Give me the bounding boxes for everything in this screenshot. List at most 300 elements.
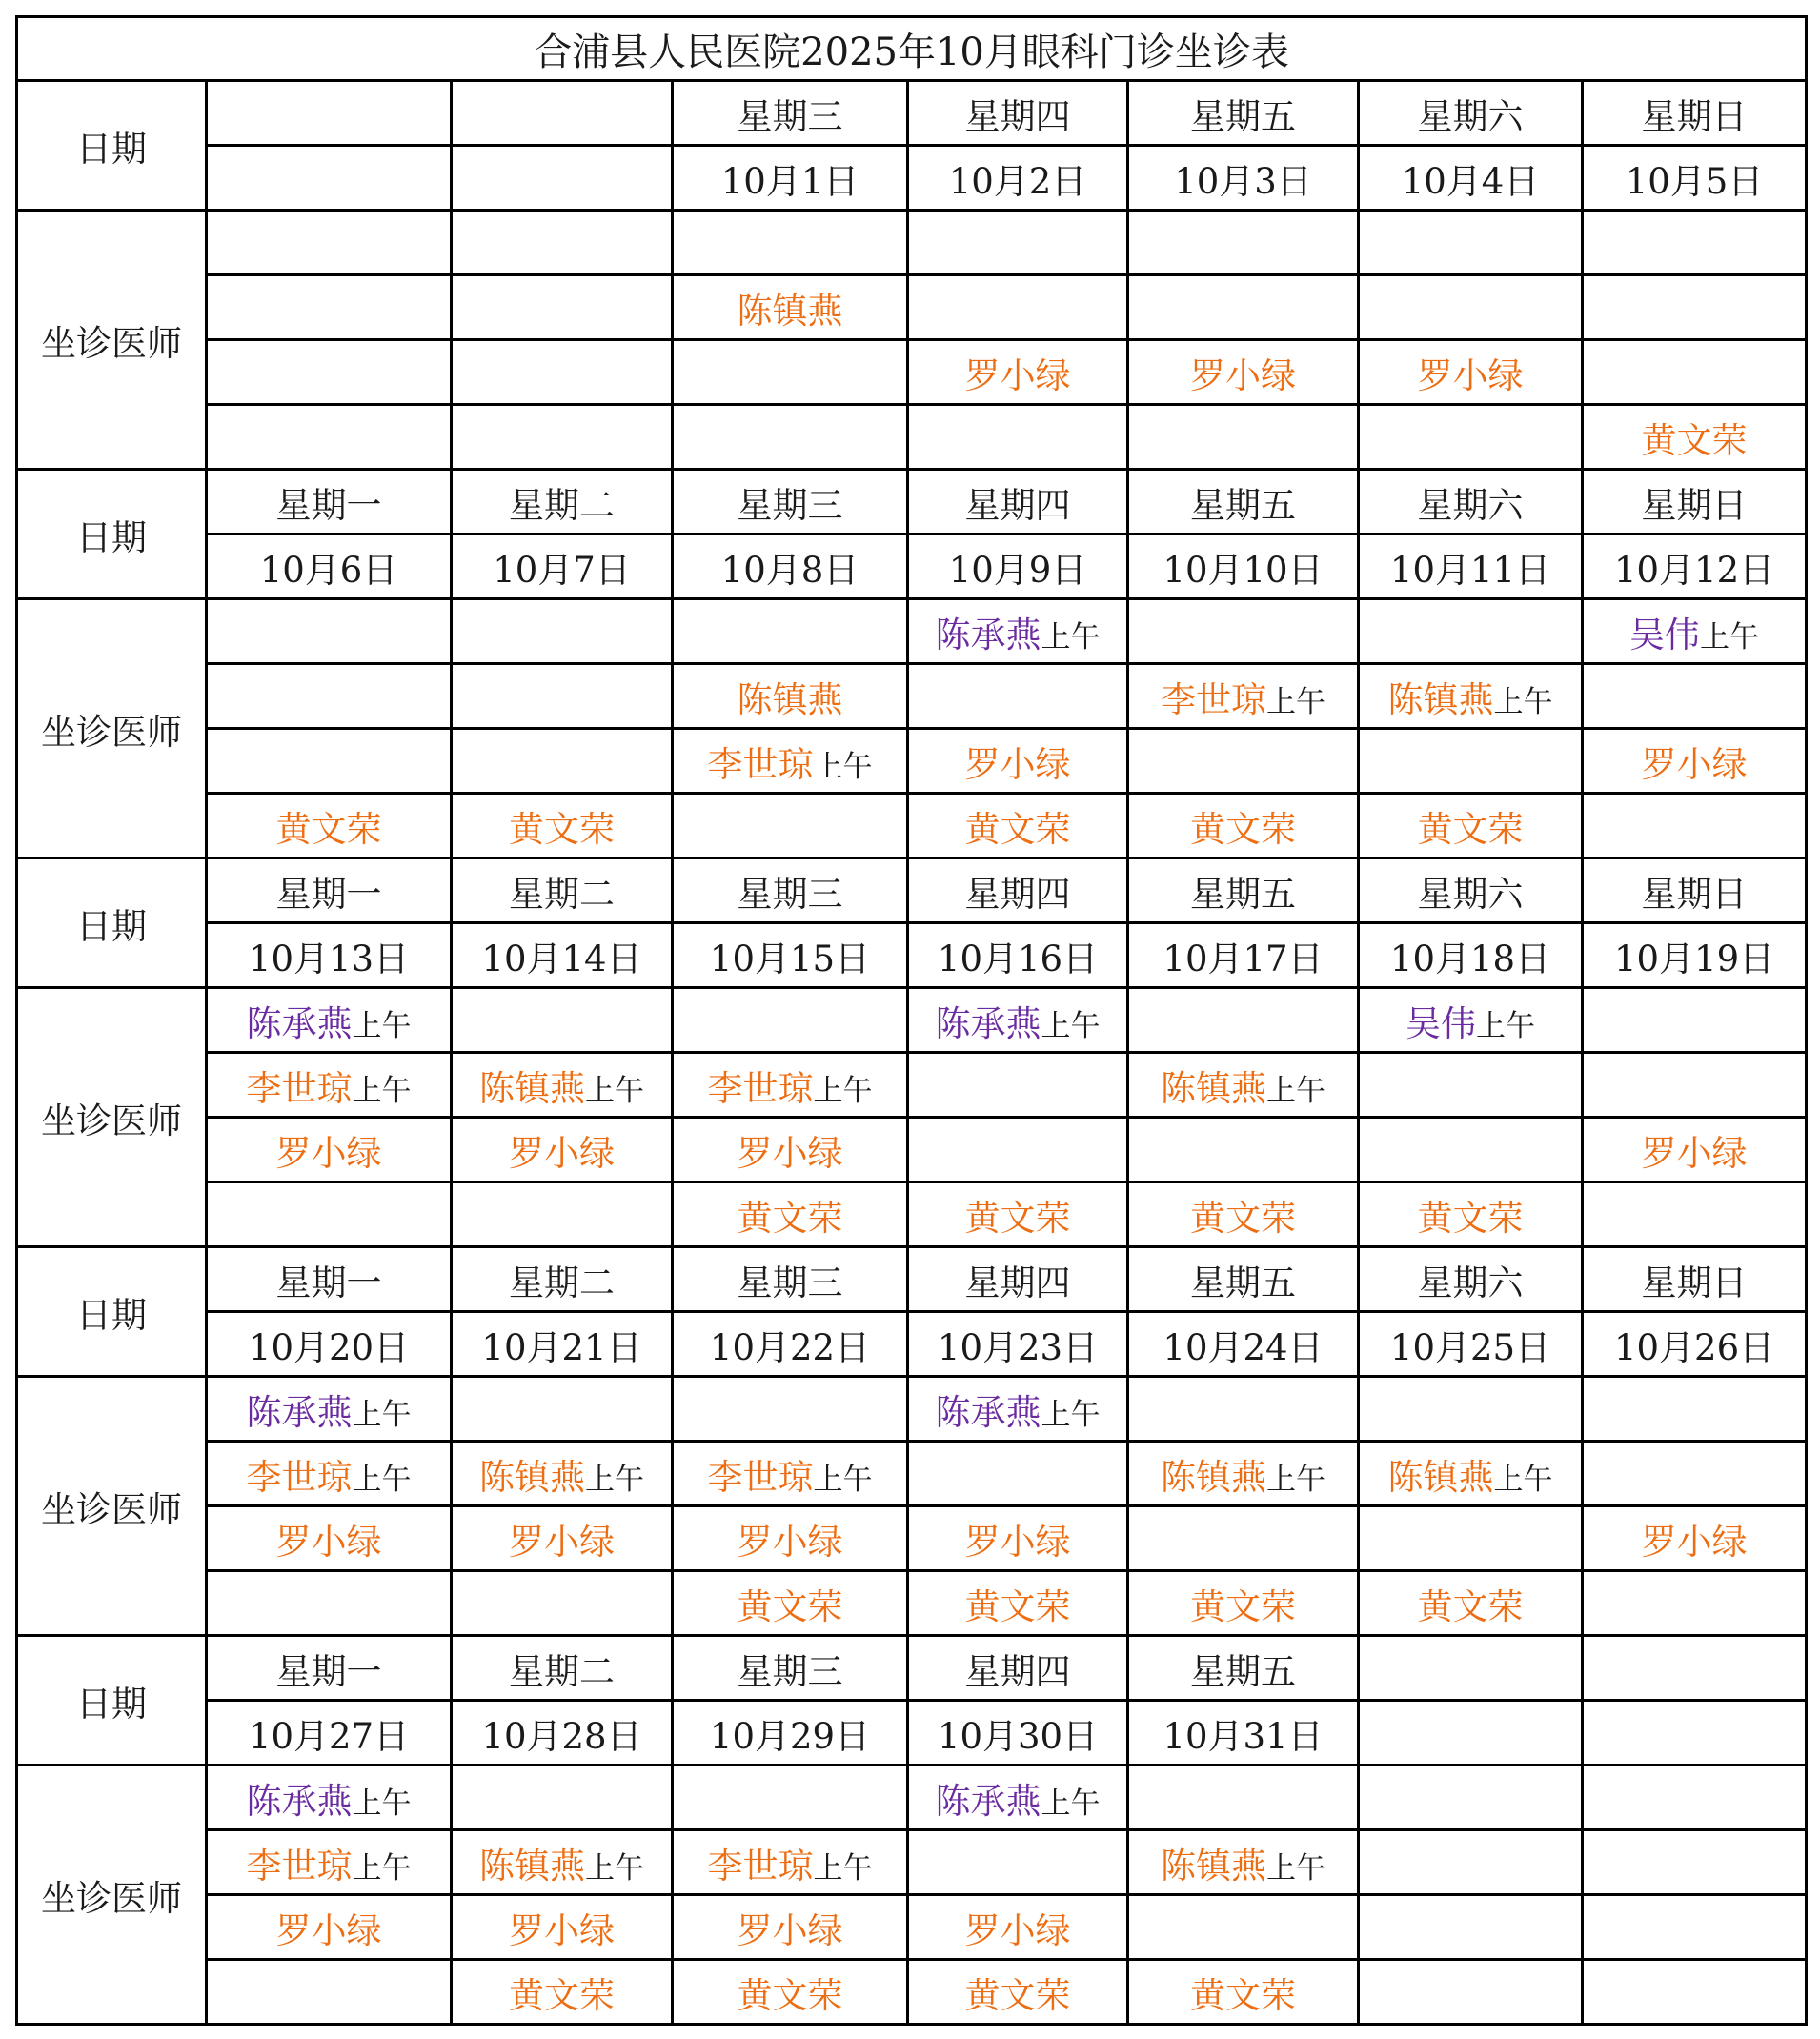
doctor-cell <box>673 794 908 858</box>
weekday-cell: 星期六 <box>1359 470 1583 535</box>
doctor-cell <box>452 405 673 470</box>
session-label: 上午 <box>1700 619 1760 655</box>
date-cell: 10月23日 <box>908 1312 1128 1377</box>
doctor-cell <box>1359 1571 1583 1636</box>
doctor-name: 罗小绿 <box>509 1132 615 1174</box>
doctor-name: 罗小绿 <box>1190 354 1296 396</box>
doctor-cell <box>1359 405 1583 470</box>
date-cell: 10月2日 <box>908 146 1128 211</box>
doctor-cell <box>1359 1895 1583 1960</box>
weekday-row <box>17 858 1807 923</box>
date-cell <box>1359 1701 1583 1766</box>
doctor-cell <box>207 1506 452 1571</box>
doctor-row <box>17 599 1807 664</box>
weekday-cell: 星期五 <box>1128 1636 1359 1701</box>
doctor-name: 罗小绿 <box>1641 1132 1748 1174</box>
doctor-name: 黄文荣 <box>964 808 1071 850</box>
doctor-cell <box>673 988 908 1053</box>
weekday-cell: 星期日 <box>1583 858 1807 923</box>
doctor-cell <box>452 1895 673 1960</box>
session-label: 上午 <box>1476 1008 1535 1043</box>
doctor-cell <box>1583 729 1807 794</box>
weekday-cell: 星期四 <box>908 1247 1128 1312</box>
weekday-cell: 星期六 <box>1359 81 1583 146</box>
doctor-name: 罗小绿 <box>275 1132 382 1174</box>
doctor-cell <box>207 275 452 340</box>
doctor-cell <box>1128 1766 1359 1830</box>
date-cell: 10月3日 <box>1128 146 1359 211</box>
doctor-name: 陈承燕 <box>935 1780 1041 1822</box>
weekday-cell: 星期三 <box>673 858 908 923</box>
date-cell: 10月20日 <box>207 1312 452 1377</box>
doctor-cell <box>673 1571 908 1636</box>
doctor-cell <box>207 794 452 858</box>
date-cell: 10月21日 <box>452 1312 673 1377</box>
doctor-cell <box>1359 1830 1583 1895</box>
weekday-cell: 星期三 <box>673 1247 908 1312</box>
date-row <box>17 146 1807 211</box>
doctor-cell <box>207 664 452 729</box>
weekday-cell: 星期二 <box>452 858 673 923</box>
doctor-cell <box>1128 1571 1359 1636</box>
session-label: 上午 <box>352 1008 412 1043</box>
doctor-row <box>17 1960 1807 2025</box>
doctor-cell <box>207 1830 452 1895</box>
doctor-cell <box>1359 1442 1583 1506</box>
session-label: 上午 <box>813 749 873 784</box>
doctor-cell <box>1359 340 1583 405</box>
date-label: 日期 <box>17 858 207 988</box>
doctor-row <box>17 794 1807 858</box>
date-cell <box>1583 1701 1807 1766</box>
date-cell: 10月24日 <box>1128 1312 1359 1377</box>
doctor-cell <box>1583 1506 1807 1571</box>
weekday-cell: 星期日 <box>1583 1247 1807 1312</box>
weekday-cell: 星期四 <box>908 1636 1128 1701</box>
doctor-cell <box>452 1442 673 1506</box>
date-cell: 10月6日 <box>207 535 452 599</box>
weekday-cell: 星期三 <box>673 470 908 535</box>
doctor-name: 陈镇燕 <box>737 678 843 720</box>
doctor-cell <box>1583 211 1807 275</box>
doctor-row <box>17 1830 1807 1895</box>
doctor-cell <box>908 1442 1128 1506</box>
doctor-cell <box>1359 729 1583 794</box>
doctor-cell <box>673 1118 908 1182</box>
date-cell: 10月1日 <box>673 146 908 211</box>
doctor-cell <box>1583 275 1807 340</box>
weekday-cell: 星期六 <box>1359 858 1583 923</box>
doctor-row <box>17 1571 1807 1636</box>
doctor-cell <box>1359 664 1583 729</box>
doctor-cell <box>908 599 1128 664</box>
date-cell <box>452 146 673 211</box>
doctor-cell <box>1128 794 1359 858</box>
date-label: 日期 <box>17 470 207 599</box>
doctor-row <box>17 1377 1807 1442</box>
weekday-row <box>17 1636 1807 1701</box>
doctor-cell <box>673 1506 908 1571</box>
date-cell: 10月16日 <box>908 923 1128 988</box>
date-cell: 10月11日 <box>1359 535 1583 599</box>
session-label: 上午 <box>352 1397 412 1432</box>
doctor-row <box>17 211 1807 275</box>
weekday-cell: 星期五 <box>1128 81 1359 146</box>
doctor-cell <box>673 1830 908 1895</box>
weekday-cell: 星期日 <box>1583 81 1807 146</box>
doctor-cell <box>1128 1377 1359 1442</box>
doctor-cell <box>673 211 908 275</box>
doctor-name: 吴伟 <box>1629 614 1701 656</box>
doctor-cell <box>673 275 908 340</box>
doctor-cell <box>1359 1766 1583 1830</box>
weekday-cell: 星期六 <box>1359 1247 1583 1312</box>
doctor-cell <box>1128 275 1359 340</box>
doctor-name: 罗小绿 <box>964 743 1071 785</box>
doctor-row <box>17 729 1807 794</box>
doctor-name: 李世琼 <box>246 1845 353 1887</box>
doctor-name: 黄文荣 <box>737 1585 843 1627</box>
date-cell: 10月27日 <box>207 1701 452 1766</box>
doctor-name: 黄文荣 <box>509 1974 615 2016</box>
session-label: 上午 <box>1041 1397 1101 1432</box>
doctor-cell <box>908 794 1128 858</box>
doctor-cell <box>207 729 452 794</box>
doctor-cell <box>1128 729 1359 794</box>
session-label: 上午 <box>352 1850 412 1886</box>
doctor-cell <box>908 1118 1128 1182</box>
doctor-row <box>17 664 1807 729</box>
doctor-cell <box>908 340 1128 405</box>
doctor-cell <box>1583 1118 1807 1182</box>
date-cell: 10月29日 <box>673 1701 908 1766</box>
doctor-name: 陈承燕 <box>935 614 1041 656</box>
date-row <box>17 1701 1807 1766</box>
doctor-cell <box>1583 1442 1807 1506</box>
doctor-name: 李世琼 <box>707 743 814 785</box>
doctor-cell <box>908 405 1128 470</box>
doctor-cell <box>1359 1118 1583 1182</box>
doctor-cell <box>1128 1506 1359 1571</box>
doctor-cell <box>1583 599 1807 664</box>
doctor-name: 陈镇燕 <box>1161 1067 1266 1109</box>
session-label: 上午 <box>1266 1073 1325 1108</box>
weekday-cell: 星期五 <box>1128 470 1359 535</box>
session-label: 上午 <box>1266 1462 1325 1497</box>
session-label: 上午 <box>352 1462 412 1497</box>
doctor-name: 罗小绿 <box>509 1521 615 1563</box>
doctor-label: 坐诊医师 <box>17 1377 207 1636</box>
doctor-cell <box>452 664 673 729</box>
doctor-cell <box>452 1118 673 1182</box>
doctor-cell <box>452 1506 673 1571</box>
doctor-cell <box>1128 1118 1359 1182</box>
doctor-name: 罗小绿 <box>737 1909 843 1951</box>
doctor-cell <box>1583 1830 1807 1895</box>
date-row <box>17 1312 1807 1377</box>
doctor-name: 吴伟 <box>1405 1002 1476 1044</box>
weekday-cell: 星期一 <box>207 858 452 923</box>
doctor-cell <box>908 275 1128 340</box>
doctor-label: 坐诊医师 <box>17 211 207 470</box>
session-label: 上午 <box>352 1786 412 1821</box>
doctor-cell <box>1359 1182 1583 1247</box>
doctor-cell <box>1583 1182 1807 1247</box>
doctor-name: 陈镇燕 <box>479 1845 585 1887</box>
doctor-name: 陈镇燕 <box>479 1456 585 1498</box>
doctor-label: 坐诊医师 <box>17 988 207 1247</box>
doctor-label: 坐诊医师 <box>17 599 207 858</box>
session-label: 上午 <box>1041 1008 1101 1043</box>
doctor-name: 黄文荣 <box>1190 1585 1296 1627</box>
doctor-cell <box>1128 340 1359 405</box>
doctor-name: 李世琼 <box>707 1845 814 1887</box>
doctor-cell <box>673 1182 908 1247</box>
doctor-cell <box>207 1118 452 1182</box>
date-cell: 10月17日 <box>1128 923 1359 988</box>
doctor-cell <box>1128 1442 1359 1506</box>
doctor-cell <box>1583 794 1807 858</box>
doctor-name: 黄文荣 <box>1190 1974 1296 2016</box>
doctor-name: 陈镇燕 <box>479 1067 585 1109</box>
date-cell: 10月22日 <box>673 1312 908 1377</box>
doctor-cell <box>908 1830 1128 1895</box>
weekday-cell <box>207 81 452 146</box>
schedule-body <box>17 17 1807 2025</box>
doctor-cell <box>207 1377 452 1442</box>
doctor-cell <box>1583 664 1807 729</box>
doctor-row <box>17 405 1807 470</box>
date-cell: 10月10日 <box>1128 535 1359 599</box>
doctor-name: 黄文荣 <box>1417 1197 1524 1239</box>
doctor-cell <box>1583 1895 1807 1960</box>
doctor-cell <box>1583 1766 1807 1830</box>
doctor-name: 陈镇燕 <box>1161 1456 1266 1498</box>
doctor-cell <box>673 729 908 794</box>
weekday-cell: 星期四 <box>908 858 1128 923</box>
doctor-name: 黄文荣 <box>964 1585 1071 1627</box>
doctor-name: 黄文荣 <box>964 1197 1071 1239</box>
date-label: 日期 <box>17 81 207 211</box>
doctor-name: 罗小绿 <box>737 1521 843 1563</box>
doctor-cell <box>452 729 673 794</box>
doctor-name: 黄文荣 <box>1641 419 1748 461</box>
date-cell: 10月13日 <box>207 923 452 988</box>
doctor-cell <box>1128 1895 1359 1960</box>
doctor-name: 陈承燕 <box>935 1391 1041 1433</box>
doctor-name: 李世琼 <box>246 1456 353 1498</box>
weekday-row <box>17 81 1807 146</box>
weekday-cell: 星期四 <box>908 81 1128 146</box>
doctor-cell <box>452 275 673 340</box>
doctor-row <box>17 275 1807 340</box>
doctor-cell <box>1583 1053 1807 1118</box>
doctor-cell <box>1583 1960 1807 2025</box>
doctor-cell <box>207 1053 452 1118</box>
weekday-cell: 星期四 <box>908 470 1128 535</box>
doctor-label: 坐诊医师 <box>17 1766 207 2025</box>
doctor-name: 李世琼 <box>707 1067 814 1109</box>
doctor-cell <box>1359 794 1583 858</box>
doctor-cell <box>1128 1053 1359 1118</box>
weekday-cell: 星期一 <box>207 1247 452 1312</box>
doctor-cell <box>673 1895 908 1960</box>
doctor-row <box>17 1506 1807 1571</box>
doctor-name: 罗小绿 <box>1641 1521 1748 1563</box>
weekday-cell: 星期五 <box>1128 858 1359 923</box>
doctor-name: 罗小绿 <box>964 1909 1071 1951</box>
doctor-cell <box>452 340 673 405</box>
date-cell: 10月7日 <box>452 535 673 599</box>
doctor-cell <box>673 1377 908 1442</box>
session-label: 上午 <box>813 1850 873 1886</box>
doctor-name: 黄文荣 <box>1190 1197 1296 1239</box>
doctor-cell <box>452 1182 673 1247</box>
doctor-row <box>17 1118 1807 1182</box>
weekday-cell: 星期三 <box>673 81 908 146</box>
doctor-name: 李世琼 <box>707 1456 814 1498</box>
session-label: 上午 <box>585 1462 644 1497</box>
doctor-cell <box>207 1571 452 1636</box>
schedule-table <box>15 15 1808 2026</box>
doctor-cell <box>673 340 908 405</box>
doctor-row <box>17 1895 1807 1960</box>
date-cell: 10月5日 <box>1583 146 1807 211</box>
doctor-cell <box>908 988 1128 1053</box>
weekday-cell: 星期一 <box>207 470 452 535</box>
session-label: 上午 <box>585 1073 644 1108</box>
doctor-cell <box>908 1377 1128 1442</box>
date-cell: 10月31日 <box>1128 1701 1359 1766</box>
doctor-name: 黄文荣 <box>964 1974 1071 2016</box>
date-cell: 10月30日 <box>908 1701 1128 1766</box>
weekday-cell <box>1359 1636 1583 1701</box>
weekday-cell: 星期日 <box>1583 470 1807 535</box>
doctor-name: 黄文荣 <box>509 808 615 850</box>
doctor-cell <box>1583 988 1807 1053</box>
session-label: 上午 <box>1041 1786 1101 1821</box>
doctor-cell <box>673 599 908 664</box>
session-label: 上午 <box>1266 684 1325 719</box>
doctor-cell <box>908 1571 1128 1636</box>
doctor-name: 陈承燕 <box>935 1002 1041 1044</box>
weekday-row <box>17 470 1807 535</box>
doctor-cell <box>1359 1053 1583 1118</box>
date-cell: 10月4日 <box>1359 146 1583 211</box>
session-label: 上午 <box>585 1850 644 1886</box>
doctor-name: 罗小绿 <box>737 1132 843 1174</box>
doctor-cell <box>1359 275 1583 340</box>
doctor-cell <box>1128 1830 1359 1895</box>
date-row <box>17 923 1807 988</box>
date-cell: 10月14日 <box>452 923 673 988</box>
doctor-row <box>17 1053 1807 1118</box>
doctor-name: 李世琼 <box>246 1067 353 1109</box>
doctor-cell <box>1128 988 1359 1053</box>
doctor-cell <box>908 1766 1128 1830</box>
weekday-cell: 星期五 <box>1128 1247 1359 1312</box>
date-label: 日期 <box>17 1636 207 1766</box>
date-cell: 10月25日 <box>1359 1312 1583 1377</box>
doctor-cell <box>1359 211 1583 275</box>
doctor-cell <box>207 211 452 275</box>
doctor-name: 黄文荣 <box>737 1974 843 2016</box>
doctor-row <box>17 1766 1807 1830</box>
doctor-name: 陈镇燕 <box>1387 1456 1494 1498</box>
doctor-cell <box>673 664 908 729</box>
doctor-cell <box>908 1053 1128 1118</box>
doctor-cell <box>1128 1960 1359 2025</box>
doctor-cell <box>207 1960 452 2025</box>
doctor-name: 罗小绿 <box>964 1521 1071 1563</box>
doctor-cell <box>452 1377 673 1442</box>
doctor-cell <box>908 1960 1128 2025</box>
session-label: 上午 <box>813 1462 873 1497</box>
doctor-cell <box>673 1442 908 1506</box>
doctor-cell <box>673 1960 908 2025</box>
session-label: 上午 <box>1493 1462 1553 1497</box>
doctor-cell <box>207 1895 452 1960</box>
doctor-cell <box>1128 664 1359 729</box>
weekday-cell: 星期二 <box>452 1636 673 1701</box>
doctor-cell <box>1359 599 1583 664</box>
weekday-cell: 星期一 <box>207 1636 452 1701</box>
doctor-cell <box>452 794 673 858</box>
doctor-cell <box>908 1506 1128 1571</box>
doctor-cell <box>908 1895 1128 1960</box>
doctor-cell <box>1128 1182 1359 1247</box>
session-label: 上午 <box>352 1073 412 1108</box>
doctor-cell <box>207 405 452 470</box>
doctor-cell <box>207 1766 452 1830</box>
doctor-row <box>17 1182 1807 1247</box>
doctor-name: 罗小绿 <box>275 1909 382 1951</box>
doctor-cell <box>1583 405 1807 470</box>
doctor-cell <box>673 405 908 470</box>
doctor-cell <box>908 729 1128 794</box>
doctor-cell <box>1583 1377 1807 1442</box>
doctor-name: 罗小绿 <box>1417 354 1524 396</box>
doctor-cell <box>207 1442 452 1506</box>
doctor-cell <box>908 664 1128 729</box>
date-cell: 10月28日 <box>452 1701 673 1766</box>
doctor-name: 黄文荣 <box>737 1197 843 1239</box>
doctor-cell <box>452 1571 673 1636</box>
doctor-name: 陈镇燕 <box>1161 1845 1266 1887</box>
weekday-cell <box>452 81 673 146</box>
date-label: 日期 <box>17 1247 207 1377</box>
doctor-name: 黄文荣 <box>275 808 382 850</box>
session-label: 上午 <box>1041 619 1101 655</box>
doctor-name: 黄文荣 <box>1417 1585 1524 1627</box>
date-cell: 10月9日 <box>908 535 1128 599</box>
weekday-row <box>17 1247 1807 1312</box>
page-title: 合浦县人民医院2025年10月眼科门诊坐诊表 <box>17 17 1807 81</box>
session-label: 上午 <box>1266 1850 1325 1886</box>
weekday-cell: 星期二 <box>452 1247 673 1312</box>
doctor-cell <box>908 1182 1128 1247</box>
doctor-name: 李世琼 <box>1161 678 1266 720</box>
doctor-name: 陈镇燕 <box>1387 678 1494 720</box>
doctor-cell <box>452 1766 673 1830</box>
doctor-cell <box>1359 988 1583 1053</box>
doctor-row <box>17 1442 1807 1506</box>
doctor-name: 黄文荣 <box>1190 808 1296 850</box>
date-cell: 10月18日 <box>1359 923 1583 988</box>
doctor-cell <box>1128 599 1359 664</box>
doctor-cell <box>452 988 673 1053</box>
doctor-cell <box>1128 405 1359 470</box>
